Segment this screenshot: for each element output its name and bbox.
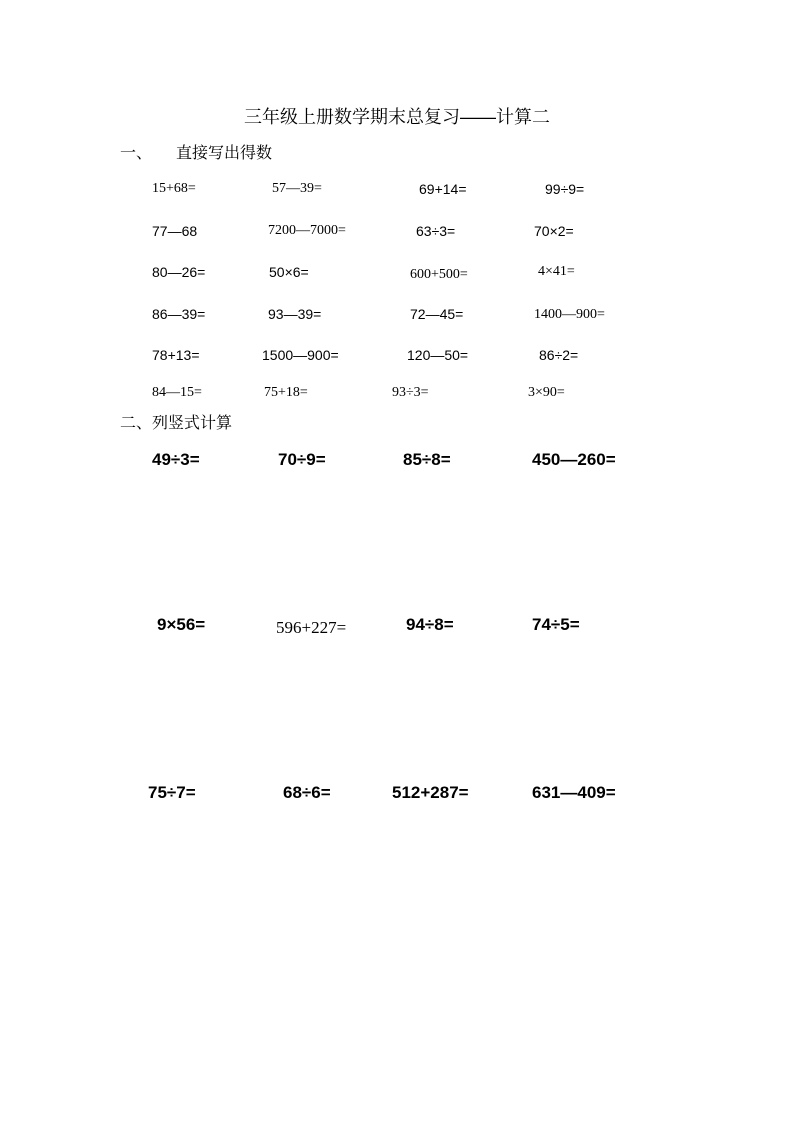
vertical-problem: 9×56=	[157, 615, 206, 634]
vertical-problem: 75÷7=	[148, 783, 196, 802]
vertical-problem: 631—409=	[532, 783, 616, 802]
oral-problem: 84—15=	[152, 385, 202, 400]
oral-problem: 15+68=	[152, 181, 196, 196]
section1-heading: 直接写出得数	[176, 145, 273, 162]
oral-problem: 70×2=	[534, 223, 574, 239]
oral-problem: 78+13=	[152, 347, 200, 363]
oral-problem: 80—26=	[152, 264, 206, 280]
oral-problem: 4×41=	[538, 264, 575, 279]
oral-problem: 86÷2=	[539, 347, 579, 363]
oral-problem: 7200—7000=	[268, 223, 346, 238]
oral-problem: 57—39=	[272, 181, 322, 196]
oral-problem: 1400—900=	[534, 307, 605, 322]
vertical-problem: 74÷5=	[532, 615, 580, 634]
oral-problem: 120—50=	[407, 347, 469, 363]
vertical-problem: 85÷8=	[403, 450, 451, 469]
oral-problem: 93÷3=	[392, 385, 429, 400]
oral-problem: 99÷9=	[545, 181, 585, 197]
oral-problem: 75+18=	[264, 385, 308, 400]
oral-problem: 93—39=	[268, 306, 322, 322]
vertical-problem: 49÷3=	[152, 450, 200, 469]
section1-number: 一、	[120, 145, 153, 162]
oral-problem: 600+500=	[410, 267, 468, 282]
vertical-problem: 70÷9=	[278, 450, 326, 469]
vertical-problem: 94÷8=	[406, 615, 454, 634]
oral-problem: 86—39=	[152, 306, 206, 322]
oral-problem: 1500—900=	[262, 347, 339, 363]
oral-problem: 72—45=	[410, 306, 464, 322]
oral-problem: 50×6=	[269, 264, 309, 280]
vertical-problem: 512+287=	[392, 783, 469, 802]
oral-problem: 3×90=	[528, 385, 565, 400]
vertical-problem: 596+227=	[276, 618, 347, 637]
oral-problem: 69+14=	[419, 181, 467, 197]
section2-heading: 二、列竖式计算	[120, 415, 233, 432]
page-title: 三年级上册数学期末总复习——计算二	[244, 107, 550, 127]
vertical-problem: 68÷6=	[283, 783, 331, 802]
oral-problem: 77—68	[152, 223, 198, 239]
vertical-problem: 450—260=	[532, 450, 616, 469]
oral-problem: 63÷3=	[416, 223, 456, 239]
